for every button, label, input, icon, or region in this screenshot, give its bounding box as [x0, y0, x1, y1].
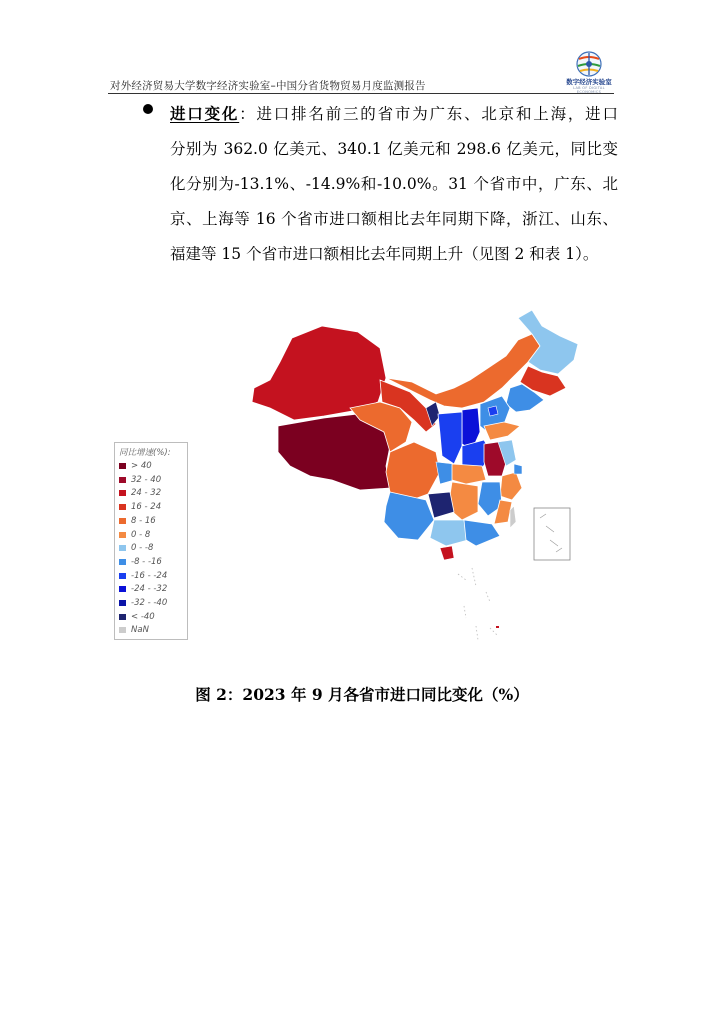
paragraph-line-1-text: ：进口排名前三的省市为广东、北京和上海，进口 [239, 105, 618, 123]
legend-label: 24 - 32 [131, 488, 162, 499]
logo-subtext: LAB OF DIGITAL ECONOMICS [573, 86, 605, 94]
paragraph-line-2: 分别为 362.0 亿美元、340.1 亿美元和 298.6 亿美元，同比变 [170, 140, 618, 158]
legend-item [119, 529, 150, 541]
legend-label: 16 - 24 [131, 502, 162, 513]
legend-item [119, 570, 167, 582]
legend-swatch [119, 545, 126, 551]
legend-swatch [119, 463, 126, 469]
paragraph-keyword: 进口变化 [170, 104, 240, 123]
legend-item [119, 515, 156, 527]
legend-label: 0 - 8 [131, 529, 151, 540]
legend-label: -16 - -24 [131, 570, 168, 581]
legend-label: NaN [131, 625, 149, 636]
legend-label: -24 - -32 [131, 584, 168, 595]
legend-swatch [119, 614, 126, 620]
legend-item [119, 460, 152, 472]
paragraph-line-4: 京、上海等 16 个省市进口额相比去年同期下降，浙江、山东、 [170, 210, 618, 228]
legend-label: 32 - 40 [131, 474, 162, 485]
header-divider [108, 93, 614, 94]
legend-label: -32 - -40 [131, 598, 168, 608]
paragraph-line-1 [170, 96, 618, 132]
legend-swatch [119, 600, 126, 606]
legend-label: 0 - -8 [131, 543, 154, 554]
legend-title: 同比增速(%): [119, 448, 171, 458]
bullet-point [143, 104, 153, 114]
legend-swatch [119, 532, 126, 538]
legend-swatch [119, 627, 126, 633]
legend-swatch [119, 586, 126, 592]
report-header-title: 对外经济贸易大学数字经济实验室–中国分省货物贸易月度监测报告 [110, 80, 426, 92]
legend-swatch [119, 573, 126, 579]
legend-item [119, 611, 155, 623]
legend-label: 8 - 16 [131, 515, 156, 526]
legend-item [119, 624, 149, 636]
legend-swatch [119, 559, 126, 565]
legend-item [119, 501, 161, 513]
paragraph-line-5: 福建等 15 个省市进口额相比去年同期上升（见图 2 和表 1）。 [170, 245, 599, 263]
legend-item [119, 474, 161, 486]
legend-item [119, 597, 167, 609]
legend-swatch [119, 518, 126, 524]
legend-swatch [119, 504, 126, 510]
legend-item [119, 542, 153, 554]
legend-swatch [119, 490, 126, 496]
china-province-map [240, 296, 590, 676]
figure-caption: 图 2：2023 年 9 月各省市进口同比变化（%） [195, 685, 529, 704]
legend-item [119, 556, 162, 568]
legend-item [119, 583, 167, 595]
paragraph-line-3: 化分别为-13.1%、-14.9%和-10.0%。31 个省市中，广东、北 [170, 175, 618, 193]
import-change-paragraph [170, 96, 618, 272]
legend-label: > 40 [131, 461, 152, 471]
map-legend [114, 442, 188, 640]
legend-label: < -40 [131, 611, 155, 622]
logo-text: 数字经济实验室 [566, 78, 612, 86]
globe-logo-icon [562, 50, 616, 78]
legend-item [119, 487, 161, 499]
legend-swatch [119, 477, 126, 483]
lab-logo [562, 50, 616, 92]
legend-label: -8 - -16 [131, 556, 162, 567]
